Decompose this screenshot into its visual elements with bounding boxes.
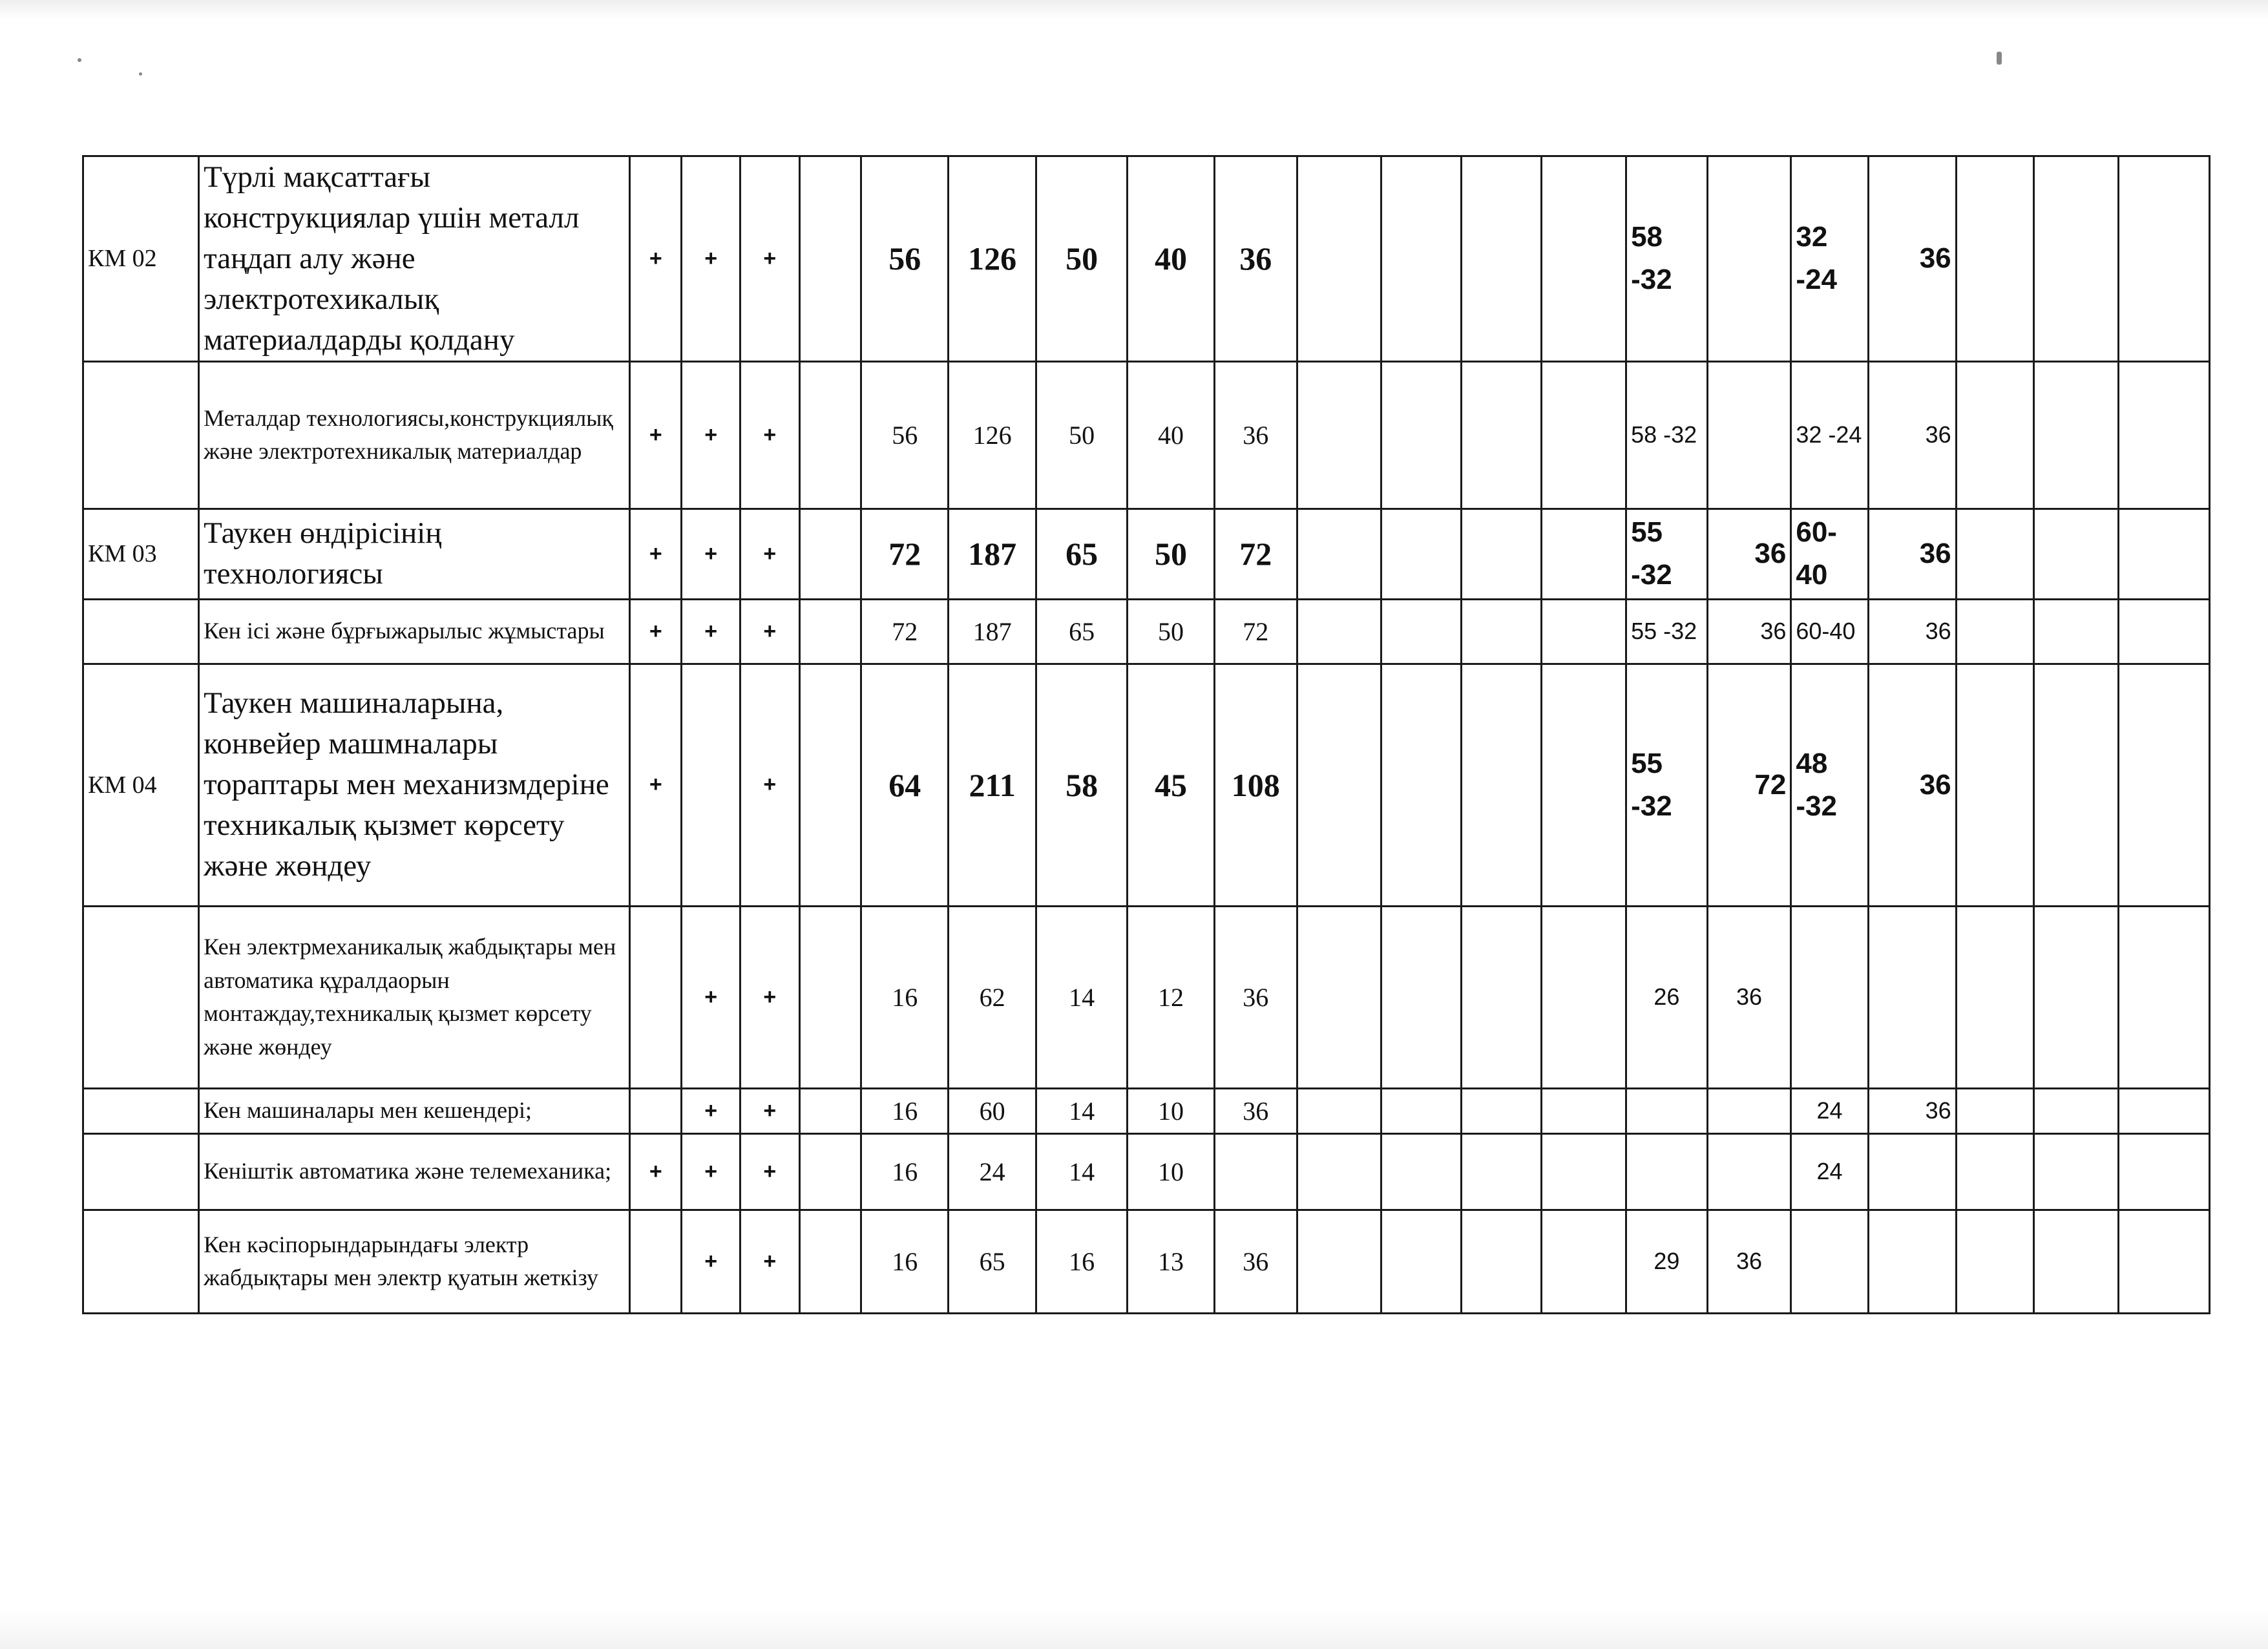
empty-cell — [1542, 361, 1626, 509]
empty-cell — [1542, 664, 1626, 906]
hours-cell: 24 — [949, 1133, 1036, 1210]
control-mark-cell: + — [630, 599, 682, 664]
hours-cell: 126 — [949, 156, 1036, 362]
empty-cell — [1956, 906, 2033, 1088]
semester-cell: 58 -32 — [1626, 156, 1708, 362]
hours-cell: 56 — [861, 361, 949, 509]
empty-cell — [1542, 906, 1626, 1088]
scan-bottom-edge — [0, 1610, 2268, 1649]
empty-cell — [2034, 906, 2119, 1088]
scan-top-edge — [0, 0, 2268, 19]
empty-cell — [1381, 1088, 1462, 1133]
semester-cell: 36 — [1868, 156, 1956, 362]
scan-speck — [78, 58, 81, 62]
hours-cell: 187 — [949, 509, 1036, 599]
empty-cell — [2118, 509, 2209, 599]
discipline-name-cell: Кен кәсіпорындарындағы электр жабдықтары мен электр қуатын жеткізу — [199, 1210, 630, 1313]
empty-cell — [1956, 1088, 2033, 1133]
control-mark-cell: + — [682, 1210, 740, 1313]
hours-cell: 13 — [1128, 1210, 1215, 1313]
hours-cell: 36 — [1214, 1088, 1297, 1133]
hours-cell: 10 — [1128, 1088, 1215, 1133]
empty-cell — [2118, 1133, 2209, 1210]
semester-cell: 29 — [1626, 1210, 1708, 1313]
hours-cell: 36 — [1214, 1210, 1297, 1313]
hours-cell: 62 — [949, 906, 1036, 1088]
empty-cell — [1542, 509, 1626, 599]
control-mark-cell: + — [630, 361, 682, 509]
discipline-name-cell: Кеніштік автоматика және телемеханика; — [199, 1133, 630, 1210]
control-mark-cell: + — [682, 599, 740, 664]
empty-cell — [1956, 156, 2033, 362]
hours-cell: 56 — [861, 156, 949, 362]
discipline-row — [83, 1133, 2210, 1210]
semester-cell: 36 — [1868, 1088, 1956, 1133]
semester-cell: 26 — [1626, 906, 1708, 1088]
empty-cell — [1542, 1133, 1626, 1210]
semester-cell: 32 -24 — [1791, 361, 1868, 509]
empty-cell — [2118, 599, 2209, 664]
hours-cell: 16 — [861, 1088, 949, 1133]
semester-cell: 55 -32 — [1626, 599, 1708, 664]
hours-cell: 36 — [1214, 156, 1297, 362]
empty-cell — [1461, 509, 1542, 599]
hours-cell: 72 — [861, 599, 949, 664]
empty-cell — [799, 1088, 861, 1133]
empty-cell — [799, 906, 861, 1088]
empty-cell — [2118, 156, 2209, 362]
empty-cell — [799, 1133, 861, 1210]
hours-cell: 50 — [1128, 599, 1215, 664]
semester-cell — [1707, 1088, 1791, 1133]
empty-cell — [2034, 664, 2119, 906]
control-mark-cell: + — [740, 1210, 800, 1313]
control-mark-cell: + — [740, 1088, 800, 1133]
hours-cell: 36 — [1214, 361, 1297, 509]
empty-cell — [1297, 1088, 1381, 1133]
control-mark-cell: + — [740, 509, 800, 599]
empty-cell — [1461, 156, 1542, 362]
empty-cell — [2034, 509, 2119, 599]
hours-cell: 65 — [1036, 509, 1128, 599]
empty-cell — [2034, 1088, 2119, 1133]
module-code-cell: КМ 02 — [83, 156, 199, 362]
empty-cell — [799, 156, 861, 362]
semester-cell: 60-40 — [1791, 599, 1868, 664]
module-row — [83, 664, 2210, 906]
semester-cell — [1868, 1210, 1956, 1313]
control-mark-cell: + — [740, 361, 800, 509]
semester-cell — [1626, 1088, 1708, 1133]
control-mark-cell — [630, 1210, 682, 1313]
hours-cell: 72 — [1214, 599, 1297, 664]
empty-cell — [2034, 156, 2119, 362]
discipline-name-cell: Таукен машиналарына, конвейер машмналары тораптары мен механизмдеріне техникалық қызмет көрсету және жөндеу — [199, 664, 630, 906]
empty-cell — [1297, 1210, 1381, 1313]
control-mark-cell: + — [740, 599, 800, 664]
semester-cell: 55 -32 — [1626, 664, 1708, 906]
discipline-name-cell: Металдар технологиясы,конструкциялық және электротехникалық материалдар — [199, 361, 630, 509]
control-mark-cell: + — [740, 156, 800, 362]
semester-cell — [1868, 906, 1956, 1088]
hours-cell: 16 — [861, 1133, 949, 1210]
hours-cell: 50 — [1036, 361, 1128, 509]
semester-cell: 32 -24 — [1791, 156, 1868, 362]
empty-cell — [1381, 361, 1462, 509]
control-mark-cell: + — [630, 1133, 682, 1210]
module-code-cell: КМ 03 — [83, 509, 199, 599]
control-mark-cell: + — [740, 906, 800, 1088]
control-mark-cell: + — [682, 1133, 740, 1210]
hours-cell: 58 — [1036, 664, 1128, 906]
hours-cell: 45 — [1128, 664, 1215, 906]
empty-cell — [1381, 1133, 1462, 1210]
empty-cell — [1381, 156, 1462, 362]
module-code-cell — [83, 599, 199, 664]
empty-cell — [2118, 361, 2209, 509]
hours-cell: 72 — [1214, 509, 1297, 599]
discipline-name-cell: Түрлі мақсаттағы конструкциялар үшін металл таңдап алу және электротехикалық материалдарды қолдану — [199, 156, 630, 362]
empty-cell — [2118, 1088, 2209, 1133]
hours-cell: 50 — [1128, 509, 1215, 599]
empty-cell — [1542, 156, 1626, 362]
module-code-cell — [83, 1210, 199, 1313]
control-mark-cell — [630, 1088, 682, 1133]
semester-cell: 48 -32 — [1791, 664, 1868, 906]
empty-cell — [1542, 599, 1626, 664]
semester-cell — [1707, 361, 1791, 509]
empty-cell — [1297, 361, 1381, 509]
semester-cell — [1791, 1210, 1868, 1313]
empty-cell — [1381, 906, 1462, 1088]
empty-cell — [1381, 664, 1462, 906]
semester-cell: 36 — [1707, 509, 1791, 599]
discipline-row — [83, 361, 2210, 509]
empty-cell — [799, 664, 861, 906]
module-row — [83, 156, 2210, 362]
discipline-name-cell: Таукен өндірісінің технологиясы — [199, 509, 630, 599]
empty-cell — [1461, 599, 1542, 664]
discipline-name-cell: Кен ісі және бұрғыжарылыс жұмыстары — [199, 599, 630, 664]
empty-cell — [1542, 1210, 1626, 1313]
control-mark-cell: + — [682, 1088, 740, 1133]
discipline-row — [83, 1088, 2210, 1133]
semester-cell: 36 — [1868, 509, 1956, 599]
semester-cell: 60-40 — [1791, 509, 1868, 599]
discipline-name-cell: Кен машиналары мен кешендері; — [199, 1088, 630, 1133]
empty-cell — [1956, 509, 2033, 599]
hours-cell: 40 — [1128, 361, 1215, 509]
empty-cell — [1542, 1088, 1626, 1133]
semester-cell: 36 — [1707, 906, 1791, 1088]
control-mark-cell: + — [630, 156, 682, 362]
empty-cell — [2118, 906, 2209, 1088]
semester-cell: 36 — [1868, 599, 1956, 664]
empty-cell — [799, 361, 861, 509]
module-code-cell — [83, 1133, 199, 1210]
control-mark-cell: + — [740, 1133, 800, 1210]
empty-cell — [1297, 664, 1381, 906]
empty-cell — [1461, 906, 1542, 1088]
hours-cell: 14 — [1036, 1088, 1128, 1133]
empty-cell — [1381, 599, 1462, 664]
semester-cell: 24 — [1791, 1133, 1868, 1210]
module-code-cell: КМ 04 — [83, 664, 199, 906]
hours-cell: 50 — [1036, 156, 1128, 362]
semester-cell: 72 — [1707, 664, 1791, 906]
module-code-cell — [83, 361, 199, 509]
curriculum-table — [82, 155, 2210, 1314]
hours-cell: 211 — [949, 664, 1036, 906]
scan-speck — [139, 72, 142, 76]
module-row — [83, 509, 2210, 599]
hours-cell: 60 — [949, 1088, 1036, 1133]
empty-cell — [1297, 156, 1381, 362]
hours-cell: 72 — [861, 509, 949, 599]
hours-cell: 65 — [1036, 599, 1128, 664]
control-mark-cell — [630, 906, 682, 1088]
hours-cell: 40 — [1128, 156, 1215, 362]
control-mark-cell: + — [740, 664, 800, 906]
empty-cell — [1956, 599, 2033, 664]
semester-cell: 36 — [1707, 599, 1791, 664]
control-mark-cell: + — [682, 509, 740, 599]
empty-cell — [1956, 361, 2033, 509]
hours-cell — [1214, 1133, 1297, 1210]
empty-cell — [799, 599, 861, 664]
hours-cell: 126 — [949, 361, 1036, 509]
module-code-cell — [83, 1088, 199, 1133]
semester-cell: 58 -32 — [1626, 361, 1708, 509]
hours-cell: 65 — [949, 1210, 1036, 1313]
hours-cell: 10 — [1128, 1133, 1215, 1210]
empty-cell — [1381, 509, 1462, 599]
hours-cell: 36 — [1214, 906, 1297, 1088]
empty-cell — [2118, 664, 2209, 906]
empty-cell — [2118, 1210, 2209, 1313]
hours-cell: 108 — [1214, 664, 1297, 906]
hours-cell: 64 — [861, 664, 949, 906]
empty-cell — [1297, 599, 1381, 664]
discipline-row — [83, 906, 2210, 1088]
empty-cell — [2034, 361, 2119, 509]
empty-cell — [1956, 1210, 2033, 1313]
empty-cell — [1956, 1133, 2033, 1210]
empty-cell — [2034, 1133, 2119, 1210]
control-mark-cell: + — [630, 664, 682, 906]
semester-cell: 24 — [1791, 1088, 1868, 1133]
semester-cell — [1707, 156, 1791, 362]
discipline-row — [83, 1210, 2210, 1313]
empty-cell — [1381, 1210, 1462, 1313]
empty-cell — [1956, 664, 2033, 906]
semester-cell: 36 — [1868, 361, 1956, 509]
semester-cell — [1626, 1133, 1708, 1210]
empty-cell — [1461, 1088, 1542, 1133]
control-mark-cell — [682, 664, 740, 906]
empty-cell — [1297, 509, 1381, 599]
hours-cell: 14 — [1036, 1133, 1128, 1210]
empty-cell — [2034, 1210, 2119, 1313]
semester-cell: 36 — [1707, 1210, 1791, 1313]
empty-cell — [1297, 1133, 1381, 1210]
semester-cell — [1791, 906, 1868, 1088]
hours-cell: 12 — [1128, 906, 1215, 1088]
empty-cell — [1297, 906, 1381, 1088]
semester-cell: 55 -32 — [1626, 509, 1708, 599]
semester-cell: 36 — [1868, 664, 1956, 906]
empty-cell — [1461, 664, 1542, 906]
discipline-row — [83, 599, 2210, 664]
empty-cell — [799, 1210, 861, 1313]
control-mark-cell: + — [682, 906, 740, 1088]
hours-cell: 16 — [861, 1210, 949, 1313]
empty-cell — [2034, 599, 2119, 664]
empty-cell — [1461, 1133, 1542, 1210]
hours-cell: 187 — [949, 599, 1036, 664]
empty-cell — [1461, 1210, 1542, 1313]
discipline-name-cell: Кен электрмеханикалық жабдықтары мен автоматика құралдаорын монтаждау,техникалық қызмет көрсету және жөндеу — [199, 906, 630, 1088]
hours-cell: 14 — [1036, 906, 1128, 1088]
semester-cell — [1868, 1133, 1956, 1210]
scan-speck — [1997, 52, 2002, 65]
control-mark-cell: + — [630, 509, 682, 599]
empty-cell — [1461, 361, 1542, 509]
control-mark-cell: + — [682, 361, 740, 509]
hours-cell: 16 — [1036, 1210, 1128, 1313]
semester-cell — [1707, 1133, 1791, 1210]
control-mark-cell: + — [682, 156, 740, 362]
hours-cell: 16 — [861, 906, 949, 1088]
empty-cell — [799, 509, 861, 599]
module-code-cell — [83, 906, 199, 1088]
